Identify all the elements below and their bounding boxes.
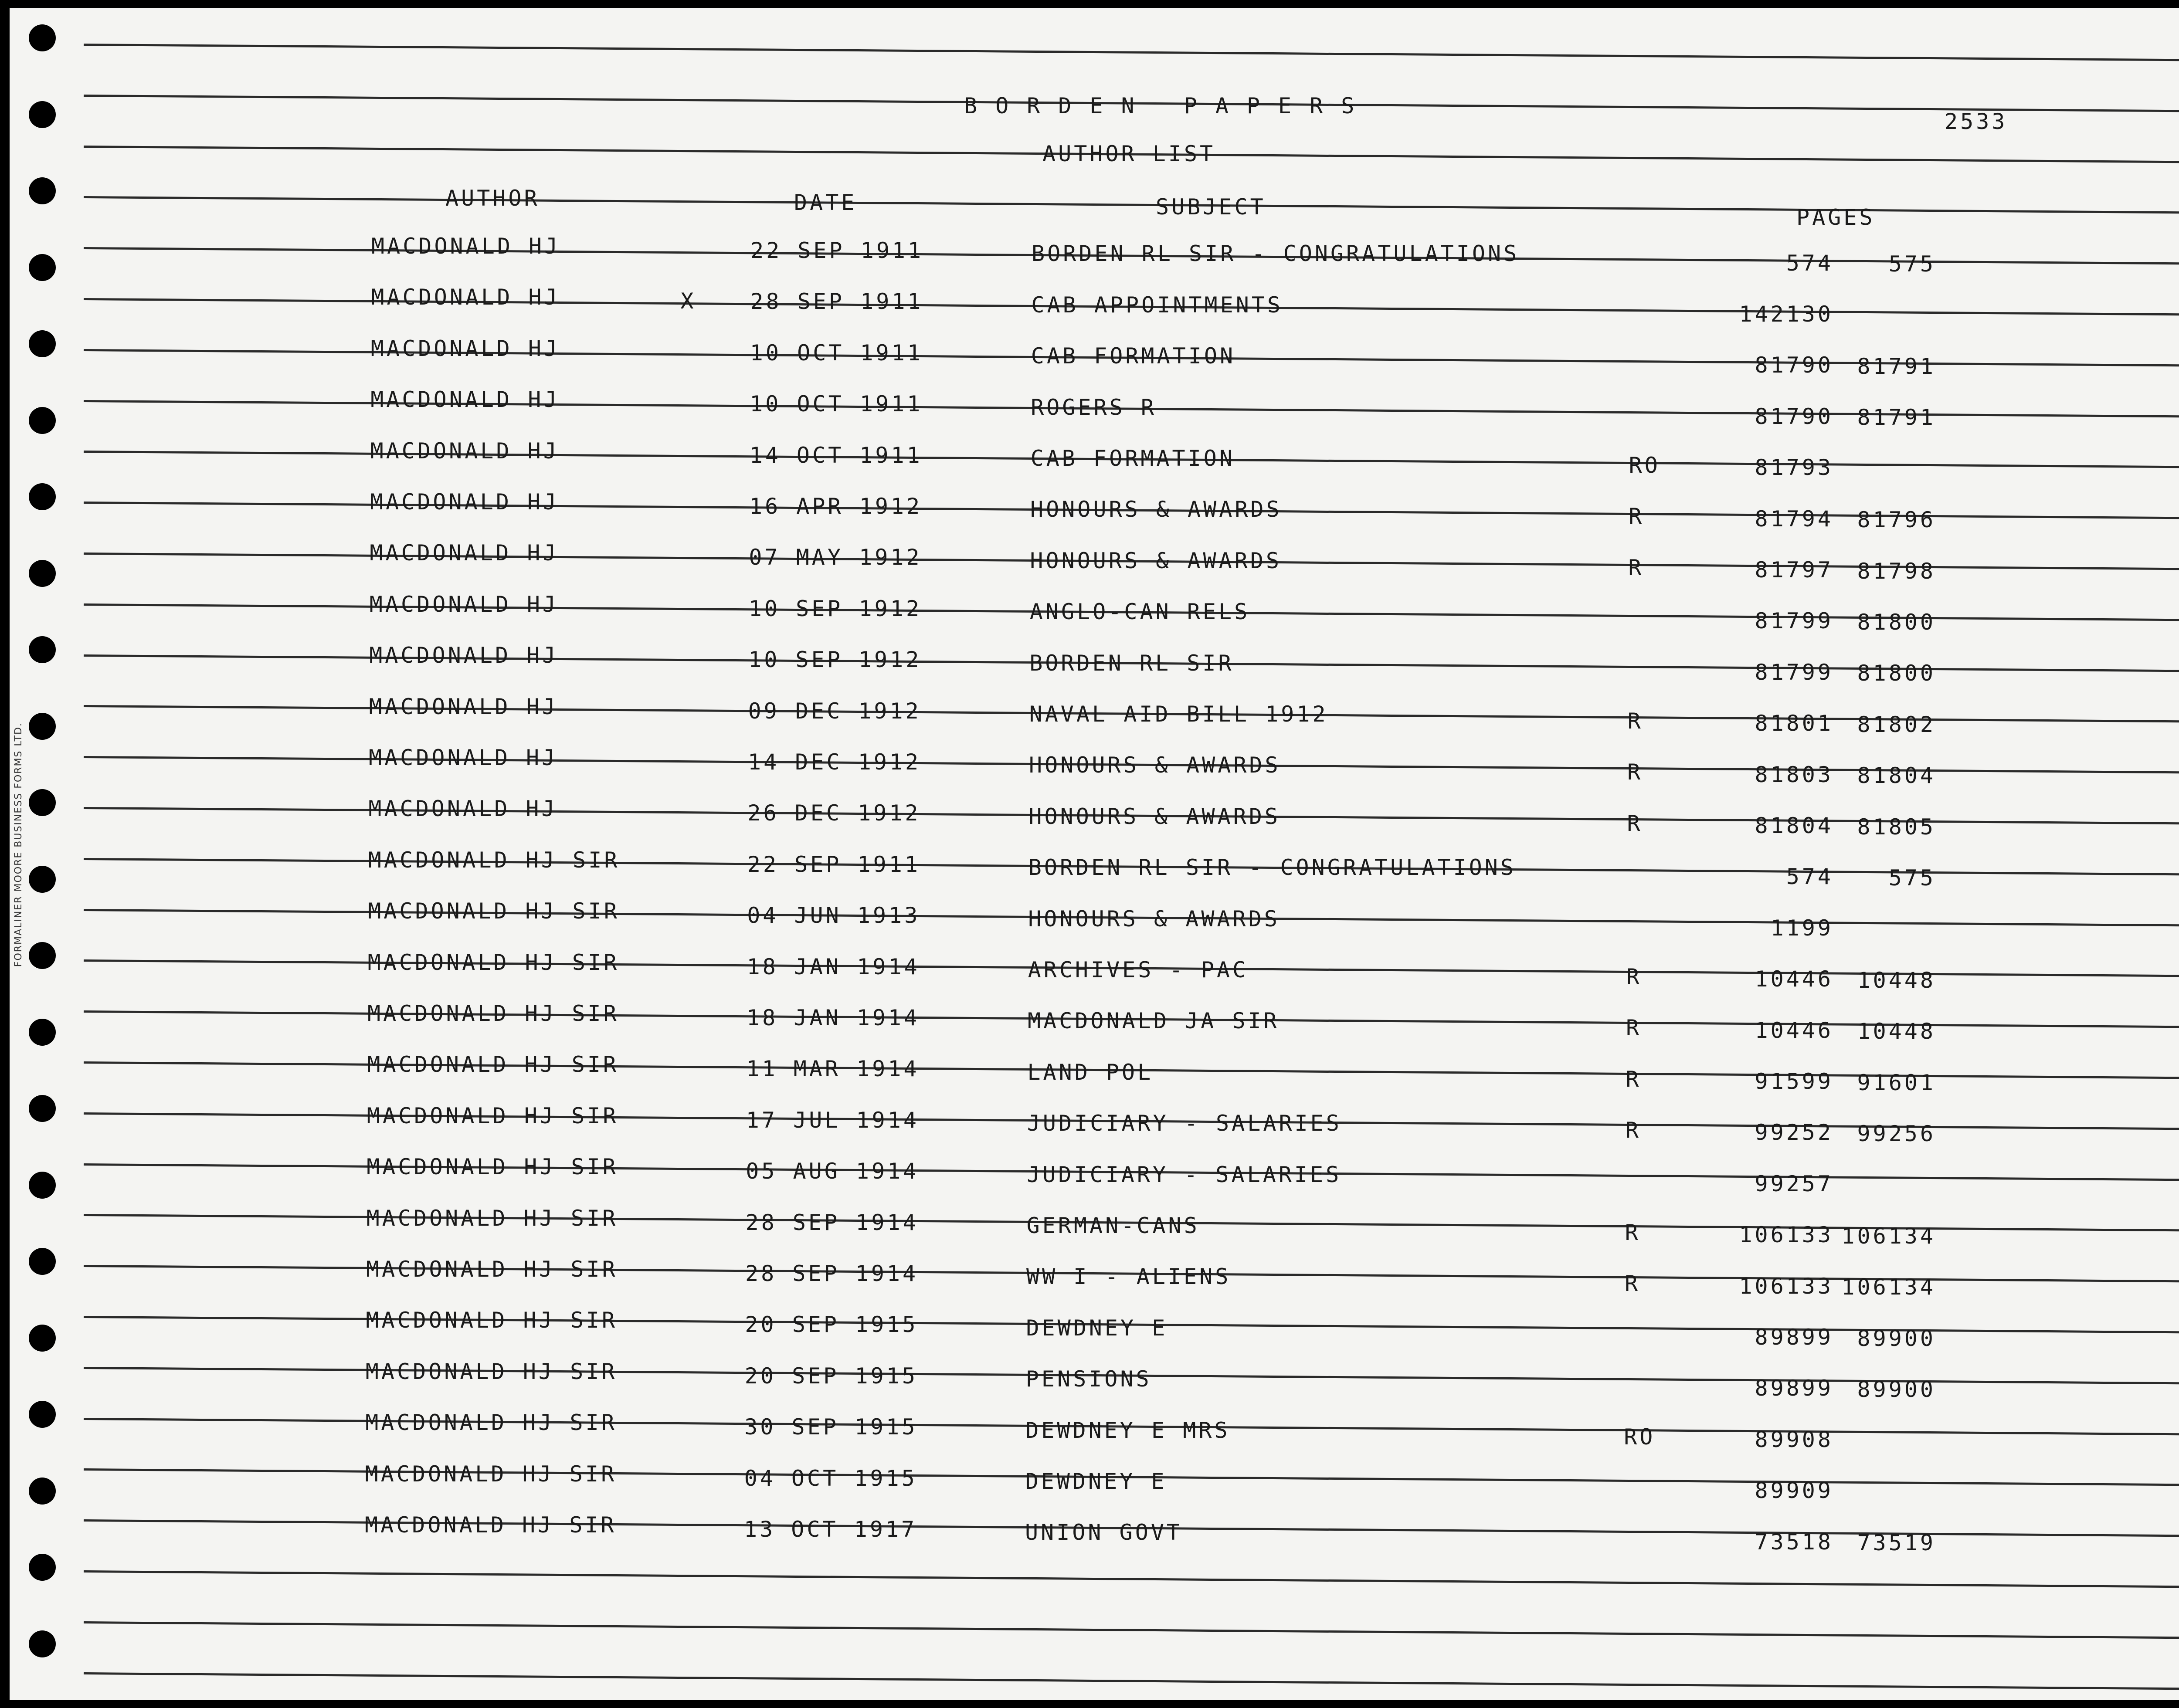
date-cell: 10 OCT 1911 (750, 340, 923, 366)
page-from-cell: 91599 (1755, 1068, 1833, 1094)
page-to-cell: 81805 (1857, 814, 1936, 840)
subject-cell: UNION GOVT (1025, 1520, 1183, 1545)
subject-cell: PENSIONS (1025, 1366, 1152, 1392)
author-cell: MACDONALD HJ SIR (365, 1359, 618, 1384)
date-cell: 28 SEP 1914 (745, 1261, 919, 1286)
author-cell: MACDONALD HJ (370, 438, 559, 464)
code-cell: R (1626, 964, 1642, 990)
code-cell: R (1625, 1220, 1641, 1245)
subject-cell: HONOURS & AWARDS (1029, 752, 1281, 778)
subject-cell: BORDEN RL SIR - CONGRATULATIONS (1028, 855, 1516, 881)
subject-cell: HONOURS & AWARDS (1028, 906, 1280, 932)
author-cell: MACDONALD HJ (369, 591, 559, 617)
page-to-cell: 81796 (1857, 507, 1936, 533)
date-cell: 14 DEC 1912 (748, 749, 921, 775)
date-cell: 09 DEC 1912 (748, 698, 921, 724)
feed-hole-left (29, 254, 56, 281)
date-cell: 17 JUL 1914 (746, 1107, 919, 1133)
page-from-cell: 81794 (1755, 506, 1833, 532)
subject-cell: LAND POL (1027, 1059, 1154, 1085)
page-to-cell: 575 (1888, 865, 1936, 891)
subject-cell: JUDICIARY - SALARIES (1027, 1162, 1342, 1187)
ruled-line (84, 1570, 2179, 1588)
date-cell: 04 OCT 1915 (744, 1465, 917, 1491)
author-cell: MACDONALD HJ SIR (368, 898, 620, 924)
date-cell: 10 SEP 1912 (748, 647, 922, 673)
date-cell: 18 JAN 1914 (747, 954, 920, 979)
page-from-cell: 81799 (1755, 608, 1833, 634)
date-cell: 10 SEP 1912 (748, 596, 922, 621)
page-from-cell: 10446 (1755, 966, 1833, 992)
date-cell: 22 SEP 1911 (747, 851, 920, 877)
printout-sheet (10, 8, 2179, 1700)
code-cell: R (1627, 810, 1643, 836)
page-from-cell: 10446 (1755, 1017, 1833, 1043)
author-cell: MACDONALD HJ (369, 694, 558, 719)
subject-cell: DEWDNEY E MRS (1025, 1417, 1230, 1443)
code-cell: R (1626, 1015, 1642, 1041)
subject-cell: WW I - ALIENS (1026, 1264, 1231, 1290)
document-subtitle: AUTHOR LIST (1042, 141, 1216, 166)
feed-hole-left (29, 1401, 56, 1428)
page-to-cell: 10448 (1857, 1019, 1936, 1044)
feed-hole-left (29, 942, 56, 969)
column-header-pages: PAGES (1796, 205, 1875, 230)
subject-cell: ROGERS R (1031, 394, 1157, 420)
author-cell: MACDONALD HJ SIR (367, 1001, 619, 1026)
subject-cell: CAB FORMATION (1030, 446, 1235, 471)
page-from-cell: 574 (1786, 864, 1833, 890)
subject-cell: DEWDNEY E (1026, 1315, 1168, 1341)
feed-hole-left (29, 1554, 56, 1581)
feed-hole-left (29, 866, 56, 893)
page-to-cell: 81800 (1857, 610, 1936, 635)
date-cell: 10 OCT 1911 (750, 391, 923, 417)
author-cell: MACDONALD HJ SIR (366, 1257, 618, 1282)
date-cell: 07 MAY 1912 (749, 545, 922, 570)
subject-cell: HONOURS & AWARDS (1030, 548, 1282, 573)
page-to-cell: 89900 (1857, 1325, 1936, 1351)
author-cell: MACDONALD HJ SIR (367, 1154, 618, 1180)
subject-cell: CAB APPOINTMENTS (1031, 292, 1283, 318)
page-from-cell: 89909 (1755, 1478, 1833, 1504)
author-cell: MACDONALD HJ SIR (365, 1512, 617, 1538)
author-cell: MACDONALD HJ (370, 540, 559, 566)
page-from-cell: 89899 (1755, 1324, 1833, 1350)
code-cell: R (1627, 708, 1643, 734)
ruled-line (84, 1621, 2179, 1639)
subject-cell: ANGLO-CAN RELS (1029, 599, 1250, 625)
code-cell: R (1625, 1271, 1641, 1297)
feed-hole-left (29, 101, 56, 128)
subject-cell: ARCHIVES - PAC (1028, 957, 1249, 983)
page-to-cell: 81802 (1857, 712, 1936, 737)
date-cell: 26 DEC 1912 (747, 800, 921, 826)
subject-cell: MACDONALD JA SIR (1028, 1008, 1280, 1034)
feed-hole-left (29, 1095, 56, 1122)
subject-cell: NAVAL AID BILL 1912 (1029, 702, 1328, 727)
date-cell: 22 SEP 1911 (750, 238, 924, 263)
subject-cell: HONOURS & AWARDS (1028, 803, 1281, 829)
subject-cell: HONOURS & AWARDS (1030, 497, 1282, 522)
feed-hole-left (29, 1019, 56, 1046)
page-from-cell: 81790 (1755, 352, 1833, 378)
author-cell: MACDONALD HJ (368, 796, 557, 822)
feed-hole-left (29, 407, 56, 434)
author-cell: MACDONALD HJ SIR (367, 1052, 619, 1078)
author-cell: MACDONALD HJ (369, 643, 558, 668)
page-from-cell: 99252 (1755, 1120, 1833, 1145)
feed-hole-left (29, 789, 56, 816)
page-from-cell: 81803 (1755, 762, 1833, 787)
ruled-line (84, 1672, 2179, 1690)
author-cell: MACDONALD HJ SIR (365, 1461, 617, 1487)
subject-cell: DEWDNEY E (1025, 1469, 1167, 1494)
subject-cell: JUDICIARY - SALARIES (1027, 1111, 1342, 1136)
author-cell: MACDONALD HJ (370, 489, 559, 515)
page-from-cell: 1199 (1770, 915, 1833, 941)
page-from-cell: 81799 (1755, 659, 1833, 685)
date-cell: 13 OCT 1917 (744, 1517, 917, 1542)
date-cell: 20 SEP 1915 (745, 1312, 918, 1338)
column-header-date: DATE (794, 190, 857, 215)
page-from-cell: 81804 (1755, 813, 1833, 838)
page-to-cell: 91601 (1857, 1070, 1936, 1095)
subject-cell: BORDEN RL SIR - CONGRATULATIONS (1032, 241, 1520, 267)
code-cell: RO (1624, 1424, 1656, 1450)
page-from-cell: 81793 (1755, 455, 1833, 481)
column-header-subject: SUBJECT (1156, 194, 1266, 220)
page-to-cell: 10448 (1857, 967, 1936, 993)
author-cell: MACDONALD HJ SIR (365, 1410, 617, 1436)
page-to-cell: 73519 (1857, 1530, 1936, 1556)
code-cell: R (1625, 1118, 1641, 1143)
page-to-cell: 106134 (1841, 1274, 1936, 1300)
page-to-cell: 99256 (1857, 1121, 1936, 1147)
date-cell: 30 SEP 1915 (744, 1414, 918, 1440)
date-cell: 14 OCT 1911 (749, 442, 923, 468)
subject-cell: CAB FORMATION (1031, 343, 1236, 369)
page-from-cell: 89899 (1755, 1376, 1833, 1401)
page-from-cell: 89908 (1755, 1427, 1833, 1452)
feed-hole-left (29, 1325, 56, 1352)
column-header-author: AUTHOR (445, 186, 540, 211)
feed-hole-left (29, 713, 56, 740)
document-title: BORDEN PAPERS (964, 93, 1373, 119)
page-to-cell: 89900 (1857, 1377, 1936, 1403)
page-to-cell: 575 (1888, 251, 1936, 277)
subject-cell: GERMAN-CANS (1026, 1213, 1200, 1239)
feed-hole-left (29, 24, 56, 51)
page-number: 2533 (1945, 109, 2008, 134)
page-to-cell: 81804 (1857, 763, 1936, 789)
feed-hole-left (29, 330, 56, 357)
page-to-cell: 106134 (1841, 1223, 1936, 1249)
page-from-cell: 99257 (1755, 1171, 1833, 1196)
code-cell: R (1629, 504, 1645, 529)
ruled-line (84, 44, 2179, 61)
page-from-cell: 142130 (1739, 301, 1833, 327)
author-cell: MACDONALD HJ SIR (367, 949, 620, 975)
author-cell: MACDONALD HJ SIR (367, 1103, 619, 1128)
page-to-cell: 81800 (1857, 661, 1936, 686)
feed-hole-left (29, 560, 56, 587)
page-from-cell: 81801 (1755, 711, 1833, 736)
date-cell: 20 SEP 1915 (744, 1363, 918, 1389)
page-from-cell: 81790 (1755, 403, 1833, 429)
date-cell: 11 MAR 1914 (746, 1056, 920, 1082)
date-cell: 18 JAN 1914 (747, 1005, 920, 1030)
feed-hole-left (29, 1248, 56, 1275)
date-cell: 16 APR 1912 (749, 494, 923, 519)
page-from-cell: 81797 (1755, 557, 1833, 583)
date-cell: 28 SEP 1911 (750, 289, 923, 315)
author-cell: MACDONALD HJ (371, 285, 560, 310)
subject-cell: BORDEN RL SIR (1029, 650, 1234, 676)
feed-hole-left (29, 1172, 56, 1199)
author-cell: MACDONALD HJ SIR (366, 1308, 618, 1333)
feed-hole-left (29, 1478, 56, 1505)
feed-hole-left (29, 1630, 56, 1657)
code-cell: R (1627, 759, 1643, 785)
code-cell: RO (1629, 452, 1660, 478)
author-cell: MACDONALD HJ (370, 387, 560, 413)
feed-hole-left (29, 636, 56, 663)
page-from-cell: 106133 (1739, 1222, 1833, 1248)
page-from-cell: 574 (1786, 250, 1833, 276)
date-cell: 05 AUG 1914 (746, 1159, 919, 1184)
page-from-cell: 73518 (1755, 1529, 1833, 1555)
page-from-cell: 106133 (1739, 1273, 1833, 1299)
form-edge-imprint: FORMALINER MOORE BUSINESS FORMS LTD. (13, 722, 24, 967)
page-to-cell: 81791 (1857, 354, 1936, 380)
page-to-cell: 81798 (1857, 558, 1936, 584)
author-cell: MACDONALD HJ (371, 234, 560, 259)
code-cell: R (1628, 555, 1644, 580)
feed-hole-left (29, 177, 56, 204)
author-cell: MACDONALD HJ (370, 336, 560, 361)
date-cell: 04 JUN 1913 (747, 903, 920, 929)
date-cell: 28 SEP 1914 (745, 1210, 919, 1235)
author-cell: MACDONALD HJ SIR (368, 847, 620, 873)
flag-cell: X (680, 288, 696, 314)
author-cell: MACDONALD HJ (369, 745, 558, 770)
feed-hole-left (29, 483, 56, 510)
page-to-cell: 81791 (1857, 405, 1936, 430)
code-cell: R (1626, 1066, 1642, 1092)
author-cell: MACDONALD HJ SIR (366, 1205, 618, 1231)
